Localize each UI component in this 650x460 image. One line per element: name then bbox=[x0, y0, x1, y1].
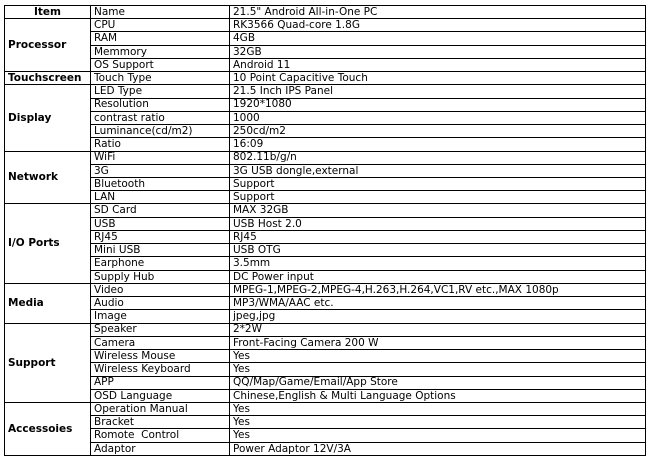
item-column-header: Item bbox=[5, 6, 91, 19]
spec-name: WiFi bbox=[91, 151, 230, 164]
table-row bbox=[5, 98, 646, 111]
table-row bbox=[5, 204, 646, 217]
table-row bbox=[5, 363, 646, 376]
spec-name: Earphone bbox=[91, 257, 230, 270]
spec-name: Memmory bbox=[91, 45, 230, 58]
table-row bbox=[5, 85, 646, 98]
spec-name: Romote Control bbox=[91, 429, 230, 442]
spec-name: Video bbox=[91, 283, 230, 296]
table-row bbox=[5, 151, 646, 164]
table-row bbox=[5, 111, 646, 124]
table-row bbox=[5, 416, 646, 429]
table-row bbox=[5, 376, 646, 389]
group-label: Support bbox=[5, 323, 91, 402]
spec-value: MP3/WMA/AAC etc. bbox=[230, 297, 646, 310]
table-row bbox=[5, 32, 646, 45]
group-label: Media bbox=[5, 283, 91, 323]
table-row bbox=[5, 191, 646, 204]
table-row bbox=[5, 178, 646, 191]
spec-name: APP bbox=[91, 376, 230, 389]
table-row bbox=[5, 72, 646, 85]
spec-value: Yes bbox=[230, 350, 646, 363]
spec-value: Power Adaptor 12V/3A bbox=[230, 442, 646, 455]
table-row bbox=[5, 164, 646, 177]
spec-value: 1920*1080 bbox=[230, 98, 646, 111]
spec-value: 2*2W bbox=[230, 323, 646, 336]
spec-value: 3.5mm bbox=[230, 257, 646, 270]
spec-name: LAN bbox=[91, 191, 230, 204]
group-label: Processor bbox=[5, 19, 91, 72]
group-label: Network bbox=[5, 151, 91, 204]
table-row bbox=[5, 270, 646, 283]
spec-value: Support bbox=[230, 178, 646, 191]
table-row bbox=[5, 283, 646, 296]
table-row bbox=[5, 217, 646, 230]
group-label: Accessoies bbox=[5, 402, 91, 455]
table-row bbox=[5, 138, 646, 151]
table-row bbox=[5, 125, 646, 138]
spec-name: Supply Hub bbox=[91, 270, 230, 283]
spec-value: 32GB bbox=[230, 45, 646, 58]
table-row bbox=[5, 402, 646, 415]
spec-name: OS Support bbox=[91, 58, 230, 71]
spec-value: Yes bbox=[230, 416, 646, 429]
spec-name: Speaker bbox=[91, 323, 230, 336]
table-row bbox=[5, 257, 646, 270]
spec-name: RAM bbox=[91, 32, 230, 45]
spec-value: Front-Facing Camera 200 W bbox=[230, 336, 646, 349]
spec-value: 21.5 Inch IPS Panel bbox=[230, 85, 646, 98]
spec-name: Audio bbox=[91, 297, 230, 310]
spec-value: 10 Point Capacitive Touch bbox=[230, 72, 646, 85]
spec-name: contrast ratio bbox=[91, 111, 230, 124]
name-column-header: Name bbox=[91, 6, 230, 19]
spec-name: Mini USB bbox=[91, 244, 230, 257]
spec-value: 1000 bbox=[230, 111, 646, 124]
spec-name: SD Card bbox=[91, 204, 230, 217]
spec-value: USB Host 2.0 bbox=[230, 217, 646, 230]
spec-name: Operation Manual bbox=[91, 402, 230, 415]
table-row bbox=[5, 230, 646, 243]
spec-name: Resolution bbox=[91, 98, 230, 111]
spec-name: RJ45 bbox=[91, 230, 230, 243]
spec-value: jpeg,jpg bbox=[230, 310, 646, 323]
spec-value: 3G USB dongle,external bbox=[230, 164, 646, 177]
group-label: I/O Ports bbox=[5, 204, 91, 283]
spec-value: USB OTG bbox=[230, 244, 646, 257]
spec-table-header bbox=[5, 6, 646, 19]
table-row bbox=[5, 19, 646, 32]
table-row bbox=[5, 323, 646, 336]
spec-value: Yes bbox=[230, 429, 646, 442]
spec-value: 802.11b/g/n bbox=[230, 151, 646, 164]
spec-name: OSD Language bbox=[91, 389, 230, 402]
spec-value: QQ/Map/Game/Email/App Store bbox=[230, 376, 646, 389]
spec-name: Camera bbox=[91, 336, 230, 349]
spec-name: Wireless Keyboard bbox=[91, 363, 230, 376]
spec-name: 3G bbox=[91, 164, 230, 177]
spec-name: Wireless Mouse bbox=[91, 350, 230, 363]
spec-value: DC Power input bbox=[230, 270, 646, 283]
header-row bbox=[5, 6, 646, 19]
spec-value: 4GB bbox=[230, 32, 646, 45]
spec-value: RK3566 Quad-core 1.8G bbox=[230, 19, 646, 32]
spec-name: Luminance(cd/m2) bbox=[91, 125, 230, 138]
spec-value: Support bbox=[230, 191, 646, 204]
spec-value: MPEG-1,MPEG-2,MPEG-4,H.263,H.264,VC1,RV etc.,MAX 1080p bbox=[230, 283, 646, 296]
table-row bbox=[5, 389, 646, 402]
table-row bbox=[5, 310, 646, 323]
spec-name: CPU bbox=[91, 19, 230, 32]
table-row bbox=[5, 58, 646, 71]
table-row bbox=[5, 350, 646, 363]
spec-name: Ratio bbox=[91, 138, 230, 151]
spec-name: Adaptor bbox=[91, 442, 230, 455]
spec-value: Yes bbox=[230, 363, 646, 376]
spec-name: Touch Type bbox=[91, 72, 230, 85]
table-row bbox=[5, 442, 646, 455]
group-label: Display bbox=[5, 85, 91, 151]
spec-value: RJ45 bbox=[230, 230, 646, 243]
spec-name: Bluetooth bbox=[91, 178, 230, 191]
spec-table bbox=[4, 5, 646, 456]
spec-value: 16:09 bbox=[230, 138, 646, 151]
spec-name: Bracket bbox=[91, 416, 230, 429]
spec-name: Image bbox=[91, 310, 230, 323]
spec-table-body bbox=[5, 19, 646, 456]
product-title: 21.5" Android All-in-One PC bbox=[230, 6, 646, 19]
spec-value: Android 11 bbox=[230, 58, 646, 71]
table-row bbox=[5, 45, 646, 58]
spec-value: 250cd/m2 bbox=[230, 125, 646, 138]
table-row bbox=[5, 336, 646, 349]
spec-value: Yes bbox=[230, 402, 646, 415]
spec-value: Chinese,English & Multi Language Options bbox=[230, 389, 646, 402]
spec-name: USB bbox=[91, 217, 230, 230]
table-row bbox=[5, 297, 646, 310]
group-label: Touchscreen bbox=[5, 72, 91, 85]
spec-name: LED Type bbox=[91, 85, 230, 98]
spec-value: MAX 32GB bbox=[230, 204, 646, 217]
table-row bbox=[5, 244, 646, 257]
table-row bbox=[5, 429, 646, 442]
